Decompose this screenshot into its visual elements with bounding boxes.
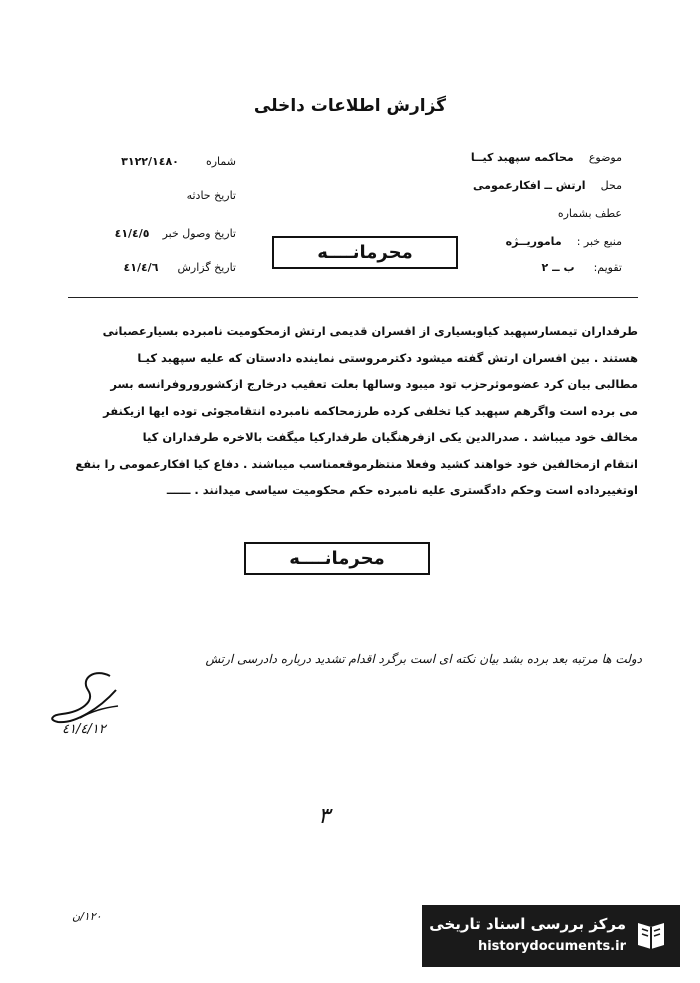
body-line: مطالبی بیان کرد عضوموثرحزب تود میبود وسالها بعلت تعقیب درخارج ازکشوروروفرانسه بسر (110, 377, 638, 391)
field-location (362, 174, 622, 193)
field-received-date-label: تاریخ وصول خبر (162, 227, 236, 240)
field-number-value: ٣١٢٢/١٤٨٠ (121, 155, 179, 168)
confidential-stamp-top: محرمانــــه (272, 236, 458, 269)
signature-date: ٤١/٤/١٢ (62, 722, 106, 737)
field-report-date (86, 256, 236, 275)
field-subject-value: محاکمه سپهبد کیــا (470, 151, 574, 164)
field-subject-label: موضوع (588, 151, 622, 164)
corner-note: ١٢٠/ن (72, 910, 102, 923)
field-location-value: ارتش ــ افکارعمومی (473, 179, 586, 192)
body-line: هستند . بین افسران ارتش گفته میشود دکترمروستی نماینده دادستان که علیه سپهبد کیـا (137, 350, 638, 365)
field-report-date-value: ٤١/٤/٦ (123, 261, 159, 274)
signature-icon (40, 668, 130, 728)
page-mark: ٣ (318, 804, 330, 829)
field-source-label: منبع خبر : (576, 235, 622, 248)
field-reference (362, 202, 622, 221)
field-subject (362, 146, 622, 165)
field-calendar-value: ب ــ ٢ (541, 261, 575, 274)
field-number (86, 150, 236, 169)
report-body (68, 318, 638, 504)
footer-org-name: مرکز بررسی اسناد تاریخی (429, 915, 626, 933)
field-reference-label: عطف بشماره (557, 207, 622, 220)
confidential-stamp-bottom: محرمانــــه (244, 542, 430, 575)
body-line: طرفداران تیمسارسپهبد کیاوبسیاری از افسران قدیمی ارتش ازمحکومیت نامبرده بسیارعصبانی (102, 324, 638, 338)
body-line: انتقام ازمخالفین خود خواهند کشید وفعلا منتظرموقعمناسب میباشند . دفاع کیا افکارعمومی را بنفع (75, 456, 638, 471)
body-line: اوتغییرداده است وحکم دادگستری علیه نامبرده حکم محکومیت سیاسی میدانند . ــــــ (166, 483, 638, 497)
field-event-date-label: تاریخ حادثه (186, 189, 236, 202)
field-location-label: محل (600, 179, 622, 192)
header-divider (68, 297, 638, 298)
field-received-date (86, 222, 236, 241)
field-event-date (86, 184, 236, 203)
field-received-date-value: ٤١/٤/٥ (114, 227, 150, 240)
field-number-label: شماره (205, 155, 236, 168)
report-title: گزارش اطلاعات داخلی (253, 96, 447, 116)
footer-banner (422, 905, 680, 967)
footer-website: historydocuments.ir (477, 939, 626, 954)
body-line: مخالف خود میباشد . صدرالدین یکی ازفرهنگیان طرفدارکیا میگفت بالاخره طرفداران کیا (142, 430, 638, 444)
body-line: می برده است واگرهم سپهبد کیا تخلفی کرده طرزمحاکمه نامبرده انتقامجوئی توده ایها ازیکنفر (103, 403, 638, 418)
field-calendar-label: تقویم: (593, 261, 622, 274)
book-logo-icon (634, 917, 668, 951)
field-report-date-label: تاریخ گزارش (177, 261, 236, 274)
handwritten-note: دولت ها مرتبه بعد برده بشد بیان نکته ای است برگرد اقدام تشدید درباره دادرسی ارتش (205, 652, 642, 666)
field-source-value: ماموریــژه (505, 235, 562, 248)
